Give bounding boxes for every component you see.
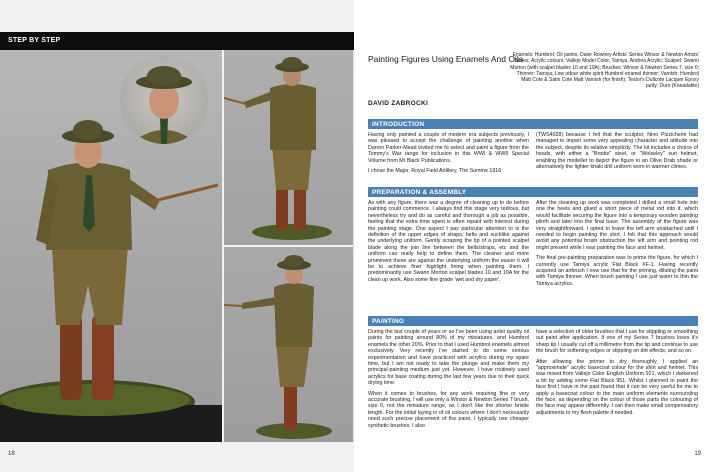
paragraph: I chose the Major, Royal Field Artillery, The Somme 1916 [368, 168, 502, 175]
materials-list: Enamels: Humbrol; Oil paints: Daler Rowney Artists' Series Winsor & Newton Artists' Series; Acrylic colours: Vallejo Model Color, Tamiya, Andrea Acrylic; Scalpel: Swann Morton (with scalpel blades 10 and 10A); Brushes: Winsor & Newton Series 7, size 0; Thinner: Tamiya, Low odour white spirit Humbrol enamel thinner; Varnish: Humbrol Matt Cote & Satin Cote Matt Varnish (for finish): Testor's Dullcote Lacquer Epoxy putty: Duro (Kneadatite) [510, 52, 699, 90]
article-subtitle: Painting Figures Using Enamels And Oils [368, 54, 523, 64]
paragraph: The final pre-painting preparation was to prime the figure, for which I currently use Tamiya acrylic Flat Black XF-1. Having recently acquired an airbrush I now use that for the priming, diluting the paint with Tamiya thinner. When brush painting I use just water to thin the Tamiya acrylics. [536, 255, 698, 287]
painting-column-left [368, 329, 529, 433]
paragraph: During the last couple of years or so I've been using artist quality oil paints for painting around 80% of my miniatures, and Humbrol enamels the other 20%. Prior to that I used Humbrol enamels almost exclusively. Very recently I've started to do some serious experimentation and have practiced with acrylics during my spare time, but I am not ready to take the plunge and make them my principal-painting medium just yet. However, I have routinely used acrylics for base coating during the last few years due to their quick drying time. [368, 329, 529, 387]
prep-column-left [368, 200, 529, 287]
paragraph: (TWS4028) because I felt that the sculptor, Nino Pizzichemi had managed to impart some very appealing character and attitude into the subject, despite its relative simplicity. The kit includes a choice of heads, with either a "Brodie" steel, or "Wolseley" sun helmet, enabling the modeller to depict the figure in an Olive Drab shade or alternatively the lighter khaki drill uniform worn in warmer climes. [536, 132, 698, 171]
paragraph: After allowing the primer to dry thoroughly, I applied an "approximate" acrylic basecoat colour for the shirt and helmet. This was mixed from Vallejo Color English Uniform 921, which I darkened a bit by adding some Flat Black 951. Whilst I planned to paint the face first I have in the past found that it can be very useful for me to apply a basecoat colour to the main uniform elements surrounding the face, as depending on the colour of those parts the colouring of the face may appear differently. I can then make small compensatory adjustments to my flesh palette if needed. [536, 358, 698, 416]
head-closeup-inset [120, 56, 208, 144]
section-title: INTRODUCTION [372, 120, 425, 128]
paragraph: Having only painted a couple of modern era subjects previously, I was pleased to accept the challenge of painting another when Darren Parker-Mead invited me to select and paint a figure from the Tommy's War range for inclusion in this WWI & WWII Special Volume from Mr Black Publications. [368, 132, 529, 164]
page-gutter [353, 50, 355, 442]
intro-column-left [368, 132, 529, 178]
paragraph: When it comes to brushes, for any work requiring fine or very accurate brushing, I will use only a Winsor & Newton Series 7 brush, size 0, not the miniature range, as I don't like the shorter bristle length. For the initial laying in of oil colours where I don't necessarily need such precise placement of the paint, I typically use cheaper synthetic brushes. I also [368, 390, 529, 429]
rear-view-illustration [224, 50, 354, 245]
head-closeup-illustration [120, 56, 208, 144]
paragraph: have a selection of older brushes that I use for stippling or smoothing out paint after application. If one of my Series 7 brushes loses it's sharp tip I usually cut off a millimetre from the tip and continue to use the brush for softening edges or stippling on dirt effects, and so on. [536, 329, 698, 355]
side-view-illustration [224, 247, 354, 442]
paragraph: As with any figure, there was a degree of cleaning up to do before painting could commence. I always find this stage very tedious, but nevertheless try and do as careful and thorough a job as possible, feeling that the extra time spent is often repaid with interest during the painting stage. One aspect I pay particular attention to is the definition of the upper edges of straps, belts and suchlike against the underlying uniform. Gently scraping the tip of a pointed scalpel blade along the join line between the belts/straps, etc and the uniform can really help to define them. The cleaner and more prominent these are against the underlying uniform the easier it will be to achieve finer highlight lining when painting them. I predominantly use Swann Morton scalpel blades 10 and 10A for the clean up work. Also some fine grade 'wet and dry paper'. [368, 200, 529, 283]
paragraph: After the cleaning up work was completed I drilled a small hole into one the heels and glued a short piece of metal rod into it, which would facilitate securing the figure into a temporary wooden painting plinth and later into the final base. The assembly of the figure was very straightforward. I opted to leave the left arm unattached until I needed to begin painting the shirt. I felt that this approach would avoid any potential brush obstruction the left arm and pointing rod might present while I was painting the face and helmet. [536, 200, 698, 251]
product-scale: 54mm (1/32) [667, 41, 699, 47]
painting-column-right [536, 329, 698, 420]
section-label: STEP BY STEP [8, 37, 61, 44]
product-info [634, 34, 699, 48]
section-title: PAINTING [372, 317, 405, 325]
article-title: Major of the Royal Field Artillery on the Somme 1916 [368, 37, 591, 48]
author-name: DAVID ZABROCKI [368, 100, 429, 107]
page-number-right: 19 [694, 451, 701, 457]
rear-view-photo [224, 50, 354, 245]
page-number-left: 18 [8, 451, 15, 457]
section-header-painting [368, 316, 698, 326]
side-view-photo [224, 247, 354, 442]
intro-column-right [536, 132, 698, 174]
section-header-preparation [368, 187, 698, 197]
product-code: Tommy's War (TWS4028) [634, 34, 699, 40]
prep-column-right [536, 200, 698, 291]
section-header-introduction [368, 119, 698, 129]
section-title: PREPARATION & ASSEMBLY [372, 188, 467, 196]
